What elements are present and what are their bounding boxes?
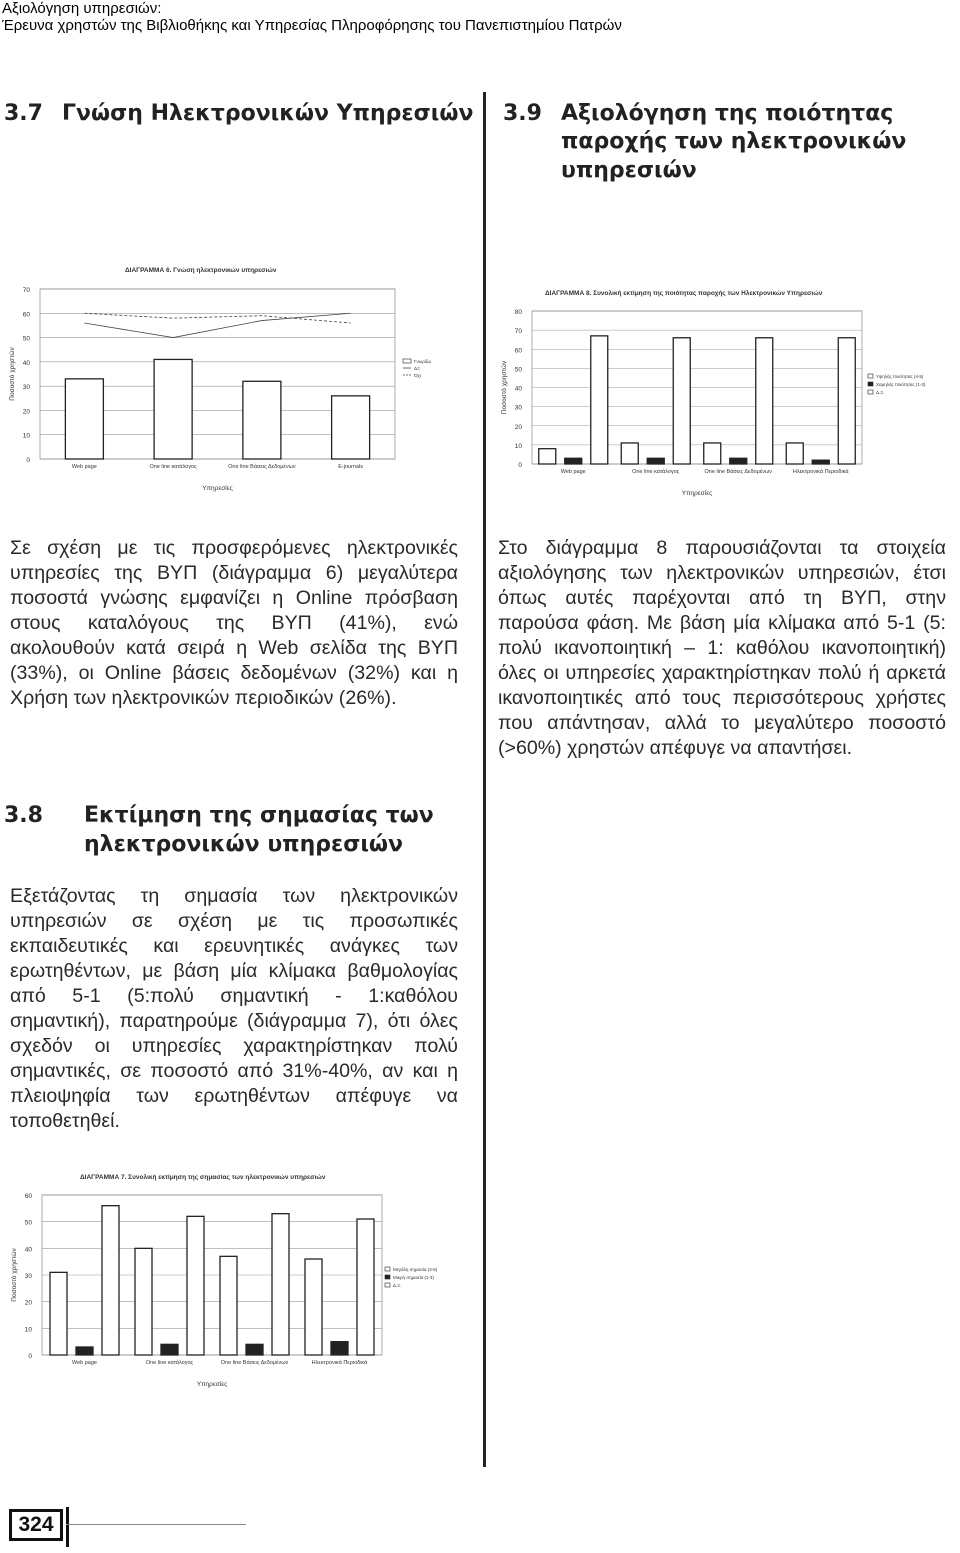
chart-diagram-8 — [490, 278, 960, 498]
y-tick-label: 10 — [514, 442, 522, 450]
bar — [154, 359, 192, 459]
x-axis-label: Υπηρεσίες — [681, 490, 713, 497]
y-tick-label: 40 — [514, 385, 522, 393]
y-axis-label: Ποσοστό χρηστών — [9, 347, 16, 401]
legend-swatch — [868, 390, 873, 394]
chart-diagram-6 — [0, 262, 480, 492]
y-tick-label: 20 — [24, 1299, 32, 1307]
legend-swatch — [385, 1275, 390, 1279]
series-line — [84, 313, 350, 337]
chart-diagram-7 — [0, 1168, 470, 1398]
bar — [838, 338, 855, 464]
x-tick-label: One line κατάλογος — [145, 1360, 194, 1366]
bar — [243, 381, 281, 459]
bar — [331, 1342, 348, 1355]
y-tick-label: 50 — [24, 1219, 32, 1227]
y-tick-label: 50 — [514, 366, 522, 374]
bar — [756, 338, 773, 464]
x-tick-label: Web page — [71, 464, 97, 470]
header-line-1: Αξιολόγηση υπηρεσιών: — [2, 0, 162, 17]
chart-title: ΔΙΑΓΡΑΜΜΑ 6. Γνώση ηλεκτρονικών υπηρεσιών — [125, 267, 277, 274]
y-tick-label: 0 — [28, 1353, 32, 1360]
y-tick-label: 50 — [22, 335, 30, 343]
legend-label: Δ.Ξ. — [876, 390, 885, 395]
legend-swatch — [385, 1267, 390, 1271]
bar — [65, 379, 103, 459]
legend-swatch — [868, 382, 873, 386]
x-tick-label: Ηλεκτρονικά Περιοδικά — [311, 1360, 368, 1366]
bar — [187, 1216, 204, 1355]
page-number-rule — [66, 1524, 246, 1525]
y-tick-label: 30 — [24, 1273, 32, 1280]
legend-label: ΔΞ — [414, 366, 420, 371]
x-tick-label: One line Βάσεις Δεδομένων — [228, 464, 296, 470]
bar — [357, 1219, 374, 1355]
section-title-line-2: ηλεκτρονικών υπηρεσιών — [84, 832, 404, 857]
y-tick-label: 0 — [26, 457, 30, 464]
x-tick-label: Web page — [72, 1360, 97, 1366]
section-title-line-3: υπηρεσιών — [561, 158, 697, 183]
y-tick-label: 10 — [22, 432, 30, 440]
legend-swatch — [403, 359, 411, 363]
legend-label: Γνωρίζω — [414, 359, 431, 364]
legend-label: Υψηλής ποιότητας (4-5) — [876, 374, 924, 379]
bar — [50, 1272, 67, 1355]
bar — [591, 336, 608, 464]
y-tick-label: 60 — [24, 1193, 32, 1200]
legend-label: Όχι — [414, 373, 421, 378]
y-tick-label: 0 — [518, 462, 522, 469]
bar — [647, 458, 664, 464]
series-line — [84, 313, 350, 323]
bar — [812, 460, 829, 464]
page-number-rule-tick — [66, 1507, 69, 1547]
bar — [161, 1344, 178, 1355]
legend-label: Δ.Ξ. — [393, 1283, 402, 1288]
legend-label: Χαμηλής ποιότητας (1-3) — [876, 382, 926, 387]
section-title-line-1: Αξιολόγηση της ποιότητας — [561, 101, 894, 126]
y-tick-label: 20 — [514, 423, 522, 431]
y-tick-label: 60 — [514, 347, 522, 355]
section-heading-3-9 — [503, 101, 893, 127]
bar — [220, 1256, 237, 1355]
chart-title: ΔΙΑΓΡΑΜΜΑ 7. Συνολική εκτίμηση της σημασίας των ηλεκτρονικών υπηρεσιών — [80, 1174, 326, 1181]
x-tick-label: Ηλεκτρονικά Περιοδικά — [792, 469, 849, 475]
bar — [135, 1248, 152, 1355]
x-axis-label: Υπηρεσίες — [202, 485, 233, 492]
x-tick-label: One line Βάσεις Δεδομένων — [220, 1360, 289, 1366]
legend-swatch — [868, 374, 873, 378]
section-number: 3.8 — [4, 803, 43, 828]
page-number: 324 — [9, 1509, 63, 1541]
section-title-line-2: παροχής των ηλεκτρονικών — [561, 129, 907, 154]
x-tick-label: Web page — [560, 469, 586, 475]
section-number: 3.7 — [4, 101, 43, 126]
bar — [673, 338, 690, 464]
bar — [704, 443, 721, 464]
y-tick-label: 70 — [514, 328, 522, 336]
bar — [272, 1214, 289, 1355]
column-divider — [483, 92, 486, 1467]
section-heading-3-7 — [4, 101, 473, 127]
x-tick-label: One line Βάσεις Δεδομένων — [704, 469, 772, 475]
legend-swatch — [385, 1283, 390, 1287]
running-header — [2, 0, 622, 34]
y-tick-label: 20 — [22, 408, 30, 416]
y-axis-label: Ποσοστό χρηστών — [11, 1248, 18, 1302]
x-tick-label: One line κατάλογος — [632, 469, 680, 475]
paragraph-importance: Εξετάζοντας τη σημασία των ηλεκτρονικών υπηρεσιών σε σχέση με τις προσωπικές εκπαιδευτικές και ερευνητικές ανάγκες των ερωτηθέντων, με βάση μία κλίμακα βαθμολογίας από 5-1 (5:πολύ σημαντική - 1:καθόλου σημαντική), παρατηρούμε (διάγραμμα 7), ότι όλες σχεδόν οι υπηρεσίες χαρακτηρίστηκαν πολύ σημαντικές, σε ποσοστό από 31%-40%, αν και η πλειοψηφία των ερωτηθέντων απέφυγε να τοποθετηθεί. — [10, 885, 458, 1132]
legend-label: Μικρή σημασία (1-3) — [393, 1275, 434, 1280]
bar — [730, 458, 747, 464]
x-tick-label: One line κατάλογος — [149, 464, 197, 470]
section-number: 3.9 — [503, 101, 542, 126]
section-title: Γνώση Ηλεκτρονικών Υπηρεσιών — [62, 101, 474, 126]
bar — [332, 396, 370, 459]
bar — [102, 1206, 119, 1355]
bar — [539, 449, 556, 464]
y-tick-label: 30 — [514, 404, 522, 412]
paragraph-knowledge: Σε σχέση με τις προσφερόμενες ηλεκτρονικές υπηρεσίες της ΒΥΠ (διάγραμμα 6) μεγαλύτερα ποσοστά γνώσης εμφανίζει η Online πρόσβαση στους καταλόγους της ΒΥΠ (41%), ενώ ακολουθούν κατά σειρά η Web σελίδα της ΒΥΠ (33%), οι Online βάσεις δεδομένων (32%) και η Χρήση των ηλεκτρονικών περιοδικών (26%). — [10, 537, 458, 709]
bar — [246, 1344, 263, 1355]
legend-label: Μεγάλη σημασία (4-5) — [393, 1267, 438, 1272]
chart-title: ΔΙΑΓΡΑΜΜΑ 8. Συνολική εκτίμηση της ποιότητας παροχής των Ηλεκτρονικών Υπηρεσιών — [545, 290, 823, 297]
x-axis-label: Υπηρεσίες — [196, 1381, 228, 1388]
bar — [76, 1347, 93, 1355]
y-tick-label: 40 — [24, 1246, 32, 1254]
bar — [621, 443, 638, 464]
bar — [305, 1259, 322, 1355]
section-heading-3-8 — [4, 803, 434, 829]
y-tick-label: 30 — [22, 384, 30, 392]
y-tick-label: 10 — [24, 1326, 32, 1334]
section-title-line-1: Εκτίμηση της σημασίας των — [84, 803, 434, 828]
y-tick-label: 70 — [22, 287, 30, 294]
bar — [786, 443, 803, 464]
y-axis-label: Ποσοστό χρηστών — [501, 360, 508, 415]
y-tick-label: 40 — [22, 359, 30, 367]
paragraph-quality: Στο διάγραμμα 8 παρουσιάζονται τα στοιχεία αξιολόγησης των ηλεκτρονικών υπηρεσιών, έτσι όπως αυτές παρέχονται από τη ΒΥΠ, στην παρούσα φάση. Με βάση μία κλίμακα από 5-1 (5: πολύ ικανοποιητική – 1: καθόλου ικανοποιητική) όλες οι υπηρεσίες χαρακτηρίστηκαν πολύ ή αρκετά ικανοποιητικές από τους περισσότερους χρήστες που απάντησαν, αλλά το μεγαλύτερο ποσοστό (>60%) χρηστών απέφυγε να απαντήσει. — [498, 537, 946, 759]
y-tick-label: 80 — [514, 309, 522, 316]
x-tick-label: E-journals — [338, 464, 364, 470]
header-line-2: Έρευνα χρηστών της Βιβλιοθήκης και Υπηρεσίας Πληροφόρησης του Πανεπιστημίου Πατρών — [2, 17, 622, 34]
y-tick-label: 60 — [22, 311, 30, 319]
bar — [565, 458, 582, 464]
